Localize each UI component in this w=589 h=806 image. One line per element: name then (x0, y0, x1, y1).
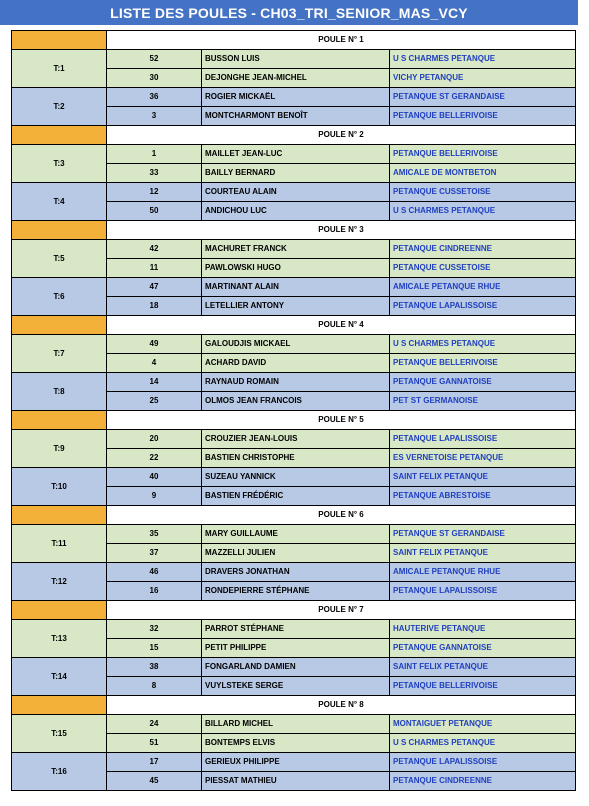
player-name: MONTCHARMONT BENOÎT (202, 107, 390, 126)
player-number: 40 (107, 468, 202, 487)
pool-label: POULE N° 7 (107, 601, 576, 620)
player-club: PETANQUE ST GERANDAISE (390, 88, 576, 107)
player-name: RAYNAUD ROMAIN (202, 373, 390, 392)
player-number: 37 (107, 544, 202, 563)
player-name: BUSSON LUIS (202, 50, 390, 69)
player-number: 3 (107, 107, 202, 126)
team-label: T:2 (12, 88, 107, 126)
table-row (12, 430, 576, 449)
player-club: ES VERNETOISE PETANQUE (390, 449, 576, 468)
table-row (12, 658, 576, 677)
pool-label: POULE N° 4 (107, 316, 576, 335)
player-name: ANDICHOU LUC (202, 202, 390, 221)
pool-header-marker (12, 316, 107, 335)
player-name: GALOUDJIS MICKAEL (202, 335, 390, 354)
player-club: PETANQUE CINDREENNE (390, 240, 576, 259)
player-number: 18 (107, 297, 202, 316)
pool-header-row (12, 601, 576, 620)
pool-header-row (12, 316, 576, 335)
player-name: PIESSAT MATHIEU (202, 772, 390, 791)
player-club: PETANQUE CUSSETOISE (390, 183, 576, 202)
pool-header-row (12, 411, 576, 430)
table-row (12, 278, 576, 297)
table-row (12, 468, 576, 487)
player-number: 4 (107, 354, 202, 373)
pool-table (11, 30, 576, 791)
table-row (12, 620, 576, 639)
player-number: 1 (107, 145, 202, 164)
player-number: 25 (107, 392, 202, 411)
player-number: 33 (107, 164, 202, 183)
player-name: OLMOS JEAN FRANCOIS (202, 392, 390, 411)
player-name: ACHARD DAVID (202, 354, 390, 373)
table-row (12, 335, 576, 354)
player-club: AMICALE PETANQUE RHUE (390, 563, 576, 582)
player-name: COURTEAU ALAIN (202, 183, 390, 202)
team-label: T:12 (12, 563, 107, 601)
player-name: BONTEMPS ELVIS (202, 734, 390, 753)
player-number: 32 (107, 620, 202, 639)
table-row (12, 373, 576, 392)
player-club: SAINT FELIX PETANQUE (390, 468, 576, 487)
player-club: PETANQUE CUSSETOISE (390, 259, 576, 278)
table-row (12, 88, 576, 107)
player-name: MAZZELLI JULIEN (202, 544, 390, 563)
player-name: FONGARLAND DAMIEN (202, 658, 390, 677)
pool-label: POULE N° 3 (107, 221, 576, 240)
player-name: LETELLIER ANTONY (202, 297, 390, 316)
pool-header-row (12, 126, 576, 145)
player-name: MACHURET FRANCK (202, 240, 390, 259)
pool-label: POULE N° 2 (107, 126, 576, 145)
player-number: 9 (107, 487, 202, 506)
player-number: 12 (107, 183, 202, 202)
player-club: PETANQUE BELLERIVOISE (390, 145, 576, 164)
player-club: PETANQUE BELLERIVOISE (390, 107, 576, 126)
pool-header-row (12, 31, 576, 50)
player-club: PETANQUE LAPALISSOISE (390, 753, 576, 772)
player-club: U S CHARMES PETANQUE (390, 202, 576, 221)
player-number: 49 (107, 335, 202, 354)
player-club: PETANQUE ABRESTOISE (390, 487, 576, 506)
player-name: GERIEUX PHILIPPE (202, 753, 390, 772)
table-row (12, 50, 576, 69)
player-name: BILLARD MICHEL (202, 715, 390, 734)
team-label: T:10 (12, 468, 107, 506)
player-name: MAILLET JEAN-LUC (202, 145, 390, 164)
pool-header-marker (12, 411, 107, 430)
team-label: T:3 (12, 145, 107, 183)
pool-header-marker (12, 696, 107, 715)
pool-label: POULE N° 8 (107, 696, 576, 715)
player-name: ROGIER MICKAËL (202, 88, 390, 107)
player-club: VICHY PETANQUE (390, 69, 576, 88)
player-club: PETANQUE GANNATOISE (390, 639, 576, 658)
player-number: 42 (107, 240, 202, 259)
player-name: PAWLOWSKI HUGO (202, 259, 390, 278)
player-number: 22 (107, 449, 202, 468)
team-label: T:8 (12, 373, 107, 411)
table-row (12, 183, 576, 202)
team-label: T:6 (12, 278, 107, 316)
player-number: 15 (107, 639, 202, 658)
player-club: U S CHARMES PETANQUE (390, 50, 576, 69)
player-club: PETANQUE GANNATOISE (390, 373, 576, 392)
player-name: MARY GUILLAUME (202, 525, 390, 544)
team-label: T:13 (12, 620, 107, 658)
player-number: 45 (107, 772, 202, 791)
table-row (12, 525, 576, 544)
player-number: 47 (107, 278, 202, 297)
player-club: SAINT FELIX PETANQUE (390, 658, 576, 677)
player-club: U S CHARMES PETANQUE (390, 335, 576, 354)
player-club: PETANQUE ST GERANDAISE (390, 525, 576, 544)
player-number: 46 (107, 563, 202, 582)
pool-label: POULE N° 5 (107, 411, 576, 430)
player-name: SUZEAU YANNICK (202, 468, 390, 487)
player-number: 38 (107, 658, 202, 677)
player-number: 35 (107, 525, 202, 544)
player-number: 50 (107, 202, 202, 221)
player-number: 8 (107, 677, 202, 696)
pool-header-row (12, 696, 576, 715)
player-number: 51 (107, 734, 202, 753)
player-name: CROUZIER JEAN-LOUIS (202, 430, 390, 449)
table-row (12, 145, 576, 164)
team-label: T:4 (12, 183, 107, 221)
team-label: T:14 (12, 658, 107, 696)
player-name: BASTIEN FRÉDÉRIC (202, 487, 390, 506)
pool-header-marker (12, 601, 107, 620)
player-club: MONTAIGUET PETANQUE (390, 715, 576, 734)
player-club: PETANQUE BELLERIVOISE (390, 354, 576, 373)
player-club: PETANQUE LAPALISSOISE (390, 582, 576, 601)
player-name: BASTIEN CHRISTOPHE (202, 449, 390, 468)
player-name: PARROT STÉPHANE (202, 620, 390, 639)
pool-header-marker (12, 506, 107, 525)
player-number: 24 (107, 715, 202, 734)
table-row (12, 715, 576, 734)
player-number: 16 (107, 582, 202, 601)
player-number: 52 (107, 50, 202, 69)
pool-header-row (12, 506, 576, 525)
player-club: HAUTERIVE PETANQUE (390, 620, 576, 639)
player-club: U S CHARMES PETANQUE (390, 734, 576, 753)
team-label: T:9 (12, 430, 107, 468)
table-row (12, 563, 576, 582)
pool-header-row (12, 221, 576, 240)
table-row (12, 753, 576, 772)
player-club: SAINT FELIX PETANQUE (390, 544, 576, 563)
player-number: 14 (107, 373, 202, 392)
player-club: PET ST GERMANOISE (390, 392, 576, 411)
team-label: T:1 (12, 50, 107, 88)
table-row (12, 240, 576, 259)
player-club: PETANQUE CINDREENNE (390, 772, 576, 791)
player-number: 36 (107, 88, 202, 107)
player-club: AMICALE PETANQUE RHUE (390, 278, 576, 297)
pool-label: POULE N° 1 (107, 31, 576, 50)
player-name: DRAVERS JONATHAN (202, 563, 390, 582)
team-label: T:7 (12, 335, 107, 373)
pool-header-marker (12, 31, 107, 50)
player-number: 17 (107, 753, 202, 772)
player-name: MARTINANT ALAIN (202, 278, 390, 297)
player-club: PETANQUE BELLERIVOISE (390, 677, 576, 696)
player-name: VUYLSTEKE SERGE (202, 677, 390, 696)
player-name: RONDEPIERRE STÉPHANE (202, 582, 390, 601)
page-title: LISTE DES POULES - CH03_TRI_SENIOR_MAS_VCY (0, 0, 578, 25)
pool-header-marker (12, 221, 107, 240)
pool-label: POULE N° 6 (107, 506, 576, 525)
player-number: 11 (107, 259, 202, 278)
player-club: PETANQUE LAPALISSOISE (390, 430, 576, 449)
pool-header-marker (12, 126, 107, 145)
player-name: DEJONGHE JEAN-MICHEL (202, 69, 390, 88)
player-club: PETANQUE LAPALISSOISE (390, 297, 576, 316)
player-name: BAILLY BERNARD (202, 164, 390, 183)
player-name: PETIT PHILIPPE (202, 639, 390, 658)
player-number: 20 (107, 430, 202, 449)
team-label: T:15 (12, 715, 107, 753)
team-label: T:16 (12, 753, 107, 791)
player-number: 30 (107, 69, 202, 88)
team-label: T:11 (12, 525, 107, 563)
pool-table-body (12, 31, 576, 791)
player-club: AMICALE DE MONTBETON (390, 164, 576, 183)
team-label: T:5 (12, 240, 107, 278)
